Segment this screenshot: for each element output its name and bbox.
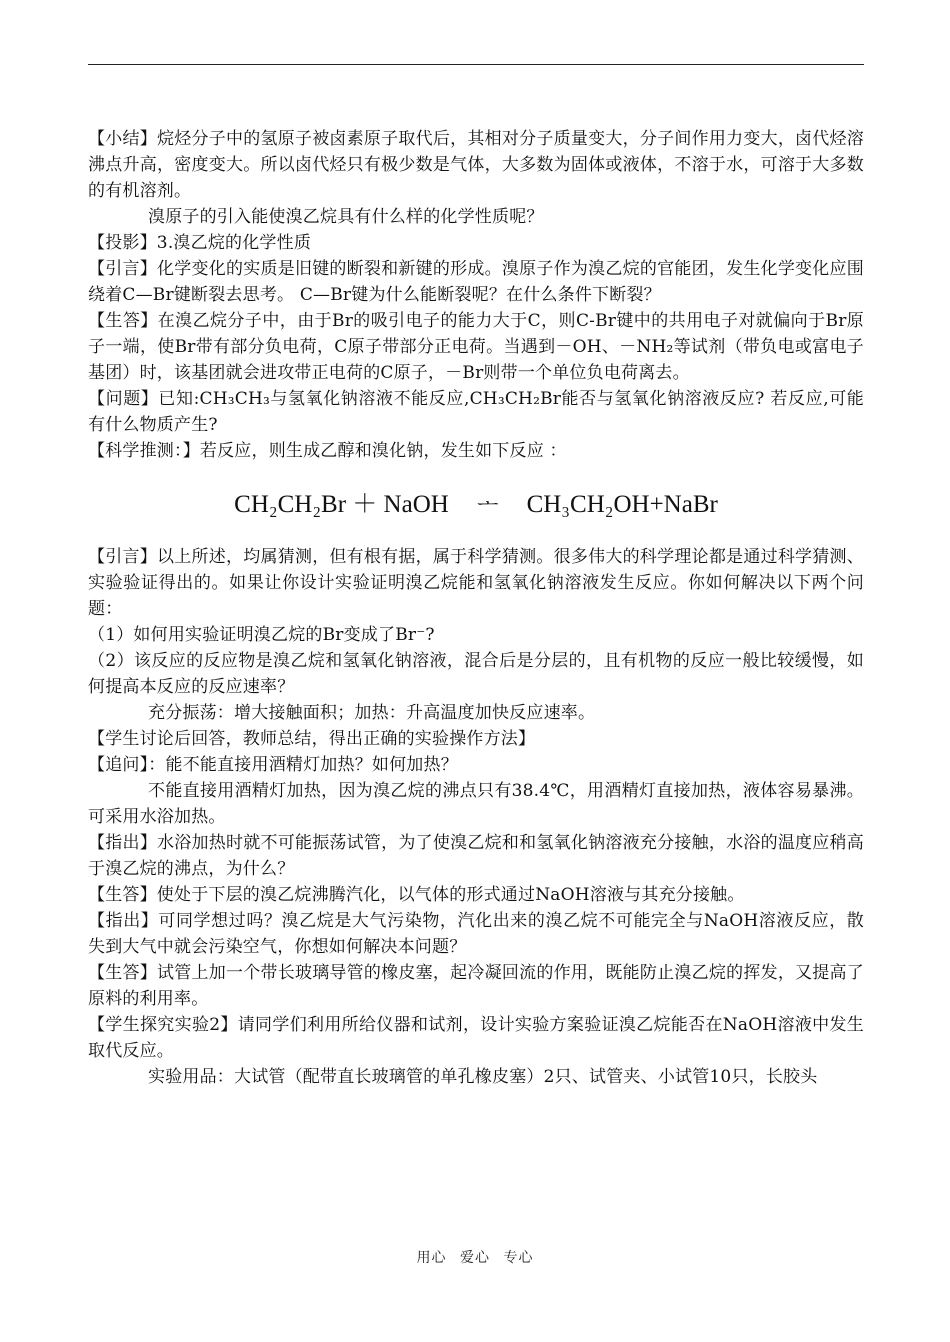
paragraph-follow-up: 【追问】：能不能直接用酒精灯加热？如何加热？ <box>88 755 458 775</box>
paragraph-answer-heat: 不能直接用酒精灯加热，因为溴乙烷的沸点只有38.4℃，用酒精灯直接加热，液体容易暴沸。可采用水浴加热。 <box>88 781 864 827</box>
paragraph-student-answer-1: 【生答】在溴乙烷分子中，由于Br的吸引电子的能力大于C，则C-Br键中的共用电子对就偏向于Br原子一端，使Br带有部分负电荷，C原子带部分正电荷。当遇到－OH、－NH₂等试剂（带负电或富电子基团）时，该基团就会进攻带正电荷的C原子，－Br则带一个单位负电荷离去。 <box>88 311 864 383</box>
paragraph-student-answer-3: 【生答】试管上加一个带长玻璃导管的橡皮塞，起冷凝回流的作用，既能防止溴乙烷的挥发，又提高了原料的利用率。 <box>88 963 864 1009</box>
footer-text-c: 专心 <box>503 1250 534 1266</box>
paragraph-problem-1: （1）如何用实验证明溴乙烷的Br变成了Br⁻? <box>88 625 435 645</box>
paragraph-experiment-2: 【学生探究实验2】请同学们利用所给仪器和试剂，设计实验方案验证溴乙烷能否在NaOH溶液中发生取代反应。 <box>88 1015 864 1061</box>
equation-left: CH₂CH₂Br ＋ NaOH <box>234 491 449 518</box>
paragraph-discussion: 【学生讨论后回答，教师总结，得出正确的实验操作方法】 <box>88 729 536 749</box>
page-footer <box>0 1247 950 1267</box>
paragraph-materials: 实验用品：大试管（配带直长玻璃管的单孔橡皮塞）2只、试管夹、小试管10只，长胶头 <box>148 1067 818 1087</box>
header-rule <box>88 64 864 65</box>
equation-right: CH₃CH₂OH+NaBr <box>526 491 718 518</box>
paragraph-point-out-2: 【指出】可同学想过吗？溴乙烷是大气污染物，汽化出来的溴乙烷不可能完全与NaOH溶液反应，散失到大气中就会污染空气，你想如何解决本问题？ <box>88 911 864 957</box>
paragraph-question-1: 【问题】已知:CH₃CH₃与氢氧化钠溶液不能反应,CH₃CH₂Br能否与氢氧化钠溶液反应? 若反应,可能有什么物质产生? <box>88 389 864 435</box>
paragraph-lead-in-2: 【引言】以上所述，均属猜测，但有根有据，属于科学猜测。很多伟大的科学理论都是通过科学猜测、实验验证得出的。如果让你设计实验证明溴乙烷能和氢氧化钠溶液发生反应。你如何解决以下两个问题： <box>88 547 864 619</box>
footer-text-a: 用心 <box>416 1250 447 1266</box>
paragraph-answer-shake: 充分振荡：增大接触面积；加热：升高温度加快反应速率。 <box>148 703 596 723</box>
paragraph-student-answer-2: 【生答】使处于下层的溴乙烷沸腾汽化，以气体的形式通过NaOH溶液与其充分接触。 <box>88 885 745 905</box>
paragraph-problem-2: （2）该反应的反应物是溴乙烷和氢氧化钠溶液，混合后是分层的，且有机物的反应一般比较缓慢，如何提高本反应的反应速率？ <box>88 651 864 697</box>
paragraph-lead-in-1: 【引言】化学变化的实质是旧键的断裂和新键的形成。溴原子作为溴乙烷的官能团，发生化学变化应围绕着C—Br键断裂去思考。 C—Br键为什么能断裂呢？在什么条件下断裂？ <box>88 259 864 305</box>
reaction-equation <box>88 470 864 540</box>
document-body <box>88 126 864 1090</box>
paragraph-summary: 【小结】烷烃分子中的氢原子被卤素原子取代后，其相对分子质量变大，分子间作用力变大，卤代烃溶沸点升高，密度变大。所以卤代烃只有极少数是气体，大多数为固体或液体，不溶于水，可溶于大多数的有机溶剂。 <box>88 129 864 201</box>
paragraph-hypothesis: 【科学推测：】若反应，则生成乙醇和溴化钠，发生如下反应 ： <box>88 441 567 461</box>
paragraph-point-out-1: 【指出】水浴加热时就不可能振荡试管，为了使溴乙烷和和氢氧化钠溶液充分接触，水浴的温度应稍高于溴乙烷的沸点，为什么？ <box>88 833 864 879</box>
paragraph-question-intro: 溴原子的引入能使溴乙烷具有什么样的化学性质呢？ <box>148 207 544 227</box>
paragraph-projection: 【投影】3.溴乙烷的化学性质 <box>88 233 312 253</box>
footer-text-b: 爱心 <box>460 1250 490 1266</box>
equation-arrow: ᅩ <box>477 492 499 517</box>
